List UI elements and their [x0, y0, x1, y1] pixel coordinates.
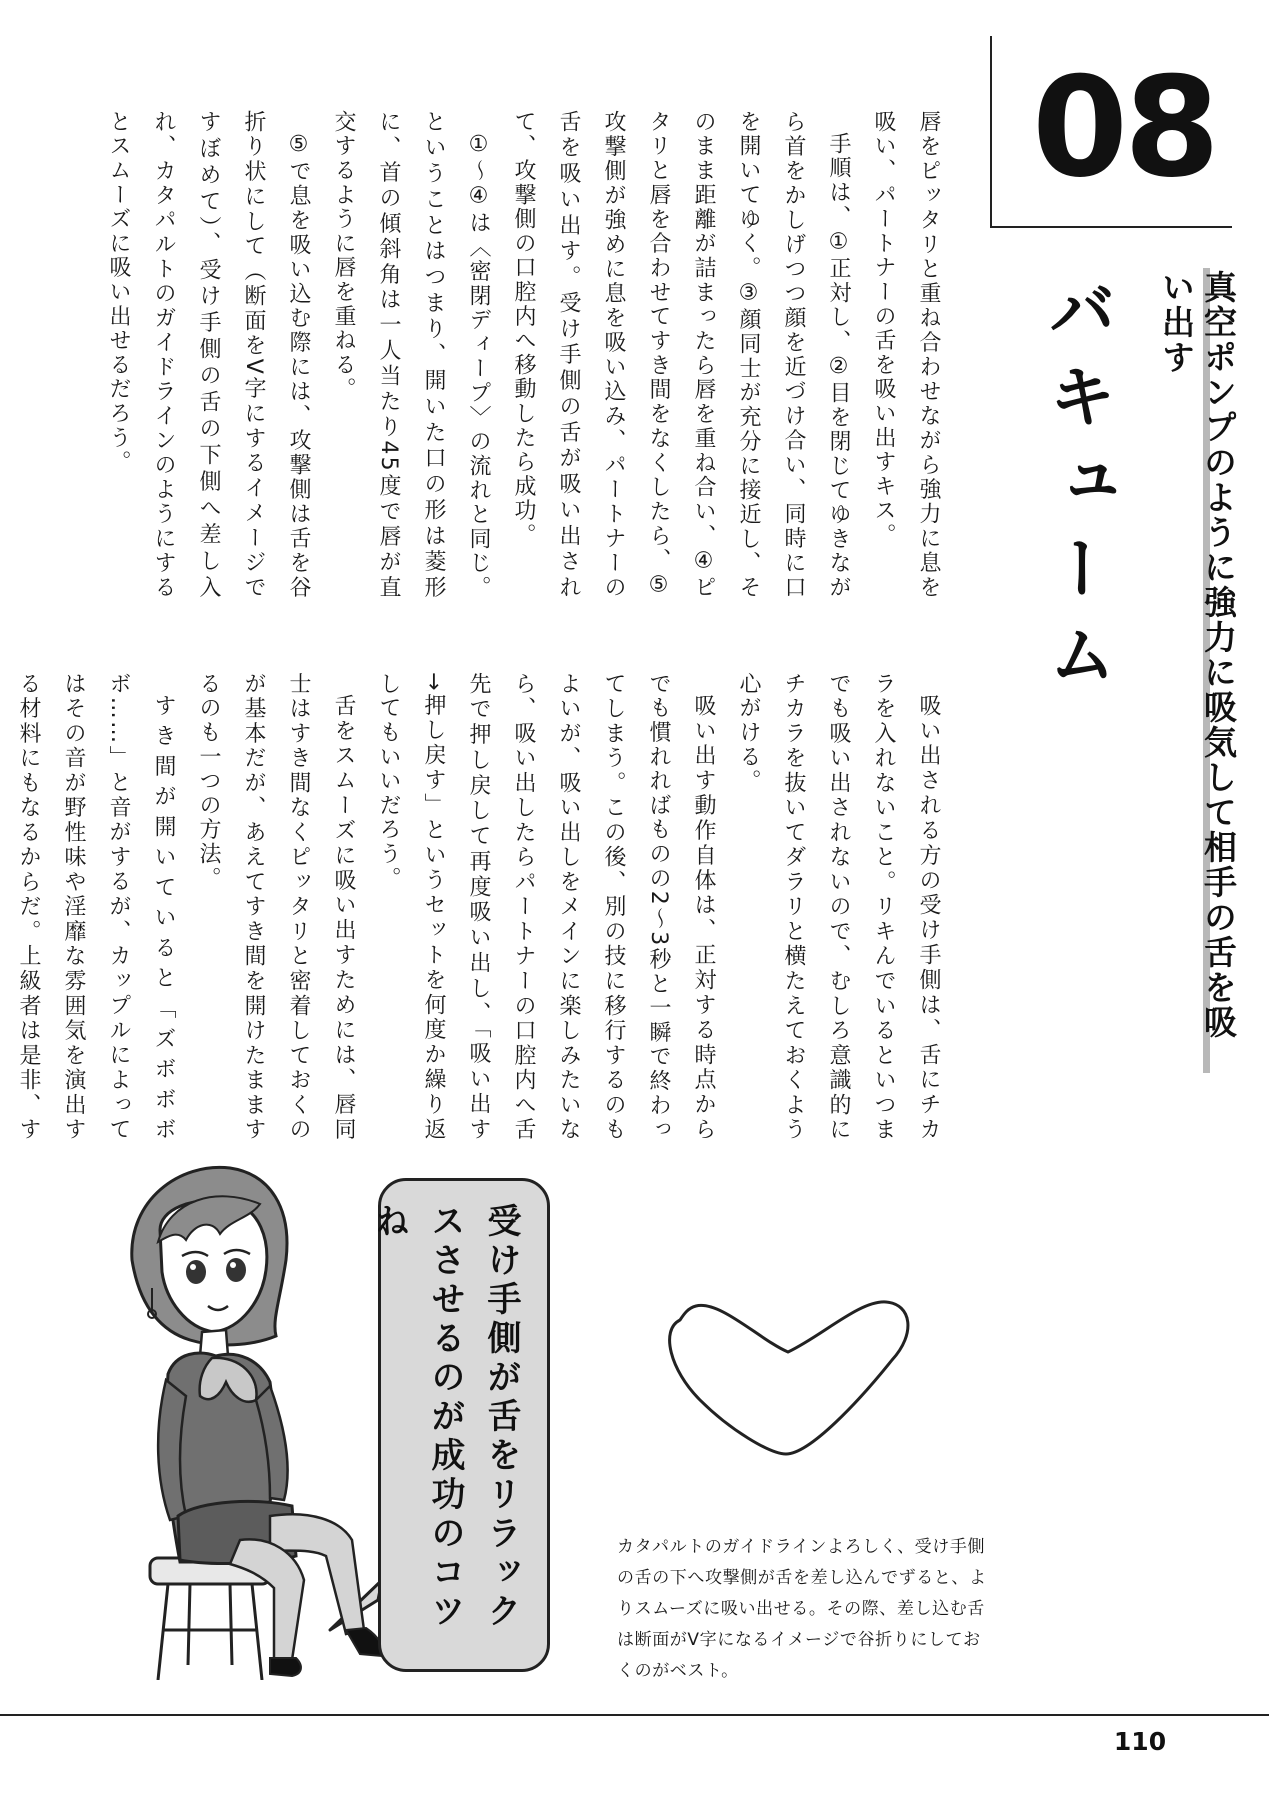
- body-paragraph: 手順は、①正対し、②目を閉じてゆきながら首をかしげつつ顔を近づけ合い、同時に口を開いてゆく。③顔同士が充分に接近し、そのまま距離が詰まったら唇を重ね合い、④ピタリと唇を合わせてすき間をなくしたら、⑤攻撃側が強めに息を吸い込み、パートナーの舌を吸い出す。受け手側の舌が吸い出されて、攻撃側の口腔内へ移動したら成功。: [511, 110, 851, 600]
- chapter-title: バキューム: [1037, 275, 1116, 705]
- body-paragraph: 吸い出す動作自体は、正対する時点からでも慣れればものの2〜3秒と一瞬で終わってしまう。この後、別の技に移行するのもよいが、吸い出しをメインに楽しみたいなら、吸い出したらパートナーの口腔内へ舌先で押し戻して再度吸い出し、「吸い出す→押し戻す」というセットを何度か繰り返してもいいだろう。: [376, 672, 716, 1142]
- stool-illustration: [150, 1558, 270, 1680]
- diagram-caption: カタパルトのガイドラインよろしく、受け手側の舌の下へ攻撃側が舌を差し込んでずると、よりスムーズに吸い出せる。その際、差し込む舌は断面がV字になるイメージで谷折りにしておくのがベスト。: [617, 1537, 987, 1681]
- chapter-number: 08: [1032, 47, 1217, 208]
- body-text-bottom: [16, 672, 951, 1142]
- chapter-number-box: [990, 36, 1232, 228]
- body-paragraph: 吸い出される方の受け手側は、舌にチカラを入れないこと。リキんでいるといつまでも吸い出されないので、むしろ意識的にチカラを抜いてダラリと横たえておくよう心がける。: [736, 672, 941, 1142]
- chapter-subtitle: 真空ポンプのように強力に吸気して相手の舌を吸い出す: [1157, 270, 1238, 1040]
- body-paragraph: ①〜④は〈密閉ディープ〉の流れと同じ。ということはつまり、開いた口の形は菱形に、首の傾斜角は一人当たり45度で唇が直交するように唇を重ねる。: [331, 110, 491, 600]
- footer-rule: [0, 1714, 1269, 1716]
- speech-bubble-text: 受け手側が舌をリラックスさせるのが成功のコツね: [369, 1203, 521, 1632]
- body-paragraph: 唇をピッタリと重ね合わせながら強力に息を吸い、パートナーの舌を吸い出すキス。: [871, 110, 941, 600]
- body-text-top: [106, 110, 951, 600]
- v-shape-outline: [670, 1302, 908, 1454]
- speech-bubble: [369, 1178, 550, 1672]
- body-paragraph: ⑤で息を吸い込む際には、攻撃側は舌を谷折り状にして（断面をV字にするイメージですぼめて）、受け手側の舌の下側へ差し入れ、カタパルトのガイドラインのようにするとスムーズに吸い出せるだろう。: [106, 110, 311, 600]
- body-paragraph: すき間が開いていると「ズボボボボ……」と音がするが、カップルによってはその音が野性味や淫靡な雰囲気を演出する材料にもなるからだ。上級者は是非、す: [16, 672, 176, 1142]
- page-number: 110: [1113, 1727, 1167, 1756]
- tongue-v-shape-diagram: [660, 1290, 920, 1460]
- body-paragraph: 舌をスムーズに吸い出すためには、唇同士はすき間なくピッタリと密着しておくのが基本だが、あえてすき間を開けたままするのも一つの方法。: [196, 672, 356, 1142]
